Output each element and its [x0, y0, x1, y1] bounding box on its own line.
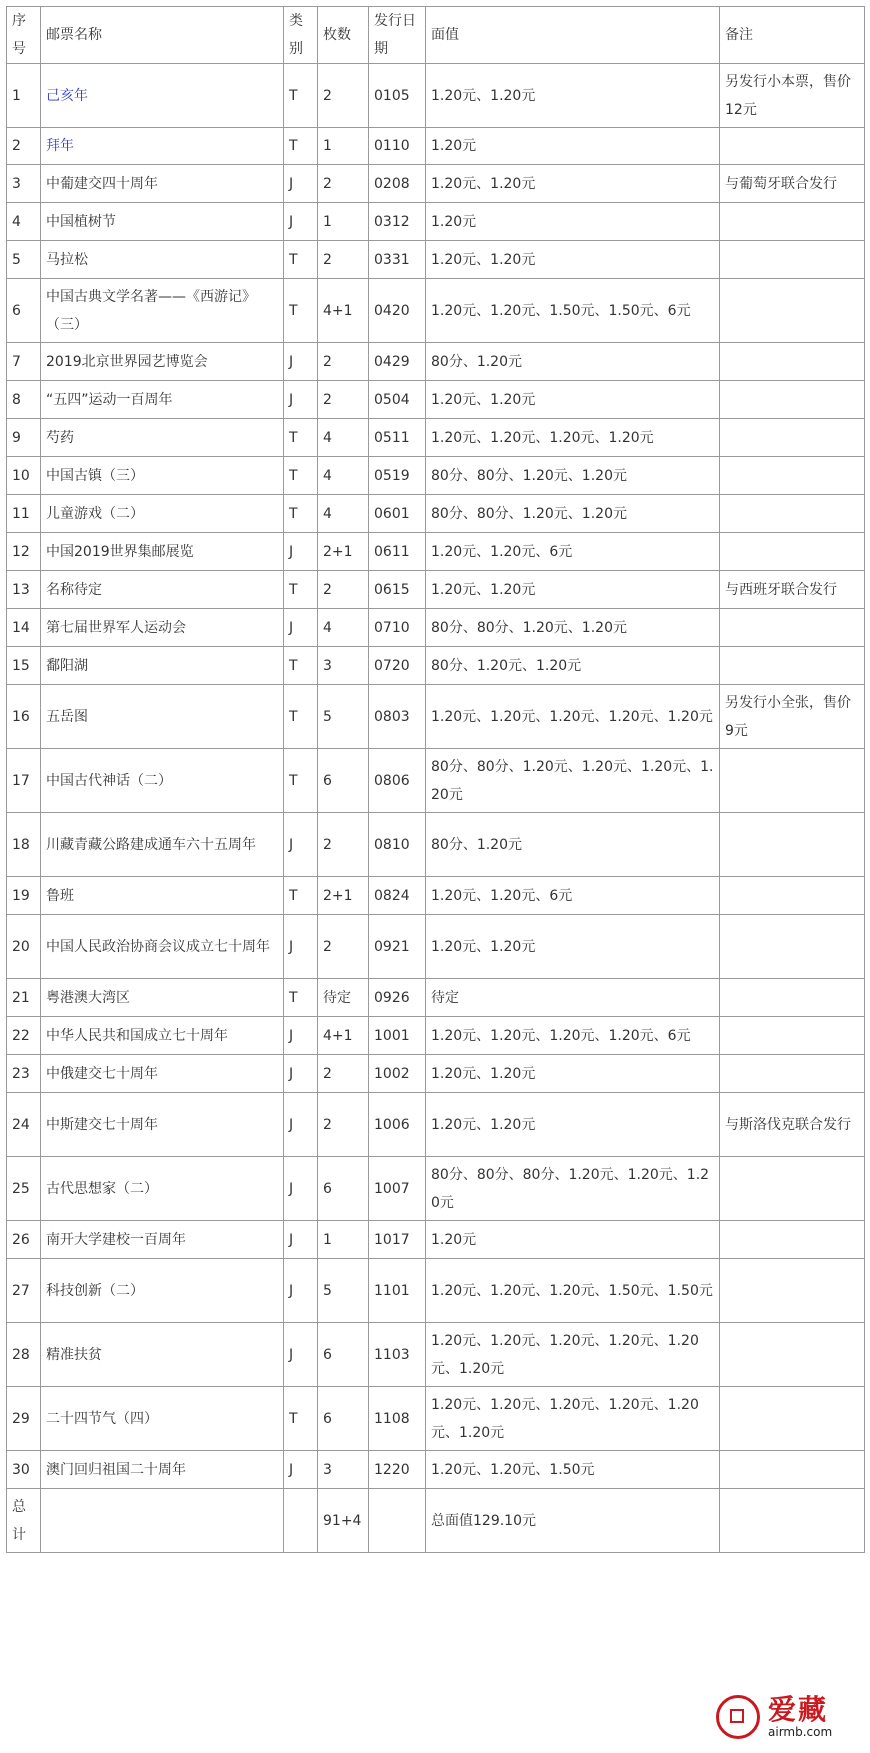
table-row — [7, 381, 865, 419]
cell-value: 1.20元、1.20元、1.20元、1.20元、1.20元 — [426, 685, 720, 749]
cell-name: 古代思想家（二） — [41, 1157, 284, 1221]
cell-seq: 总计 — [7, 1489, 41, 1553]
cell-name: 邮票名称 — [41, 7, 284, 64]
cell-value: 1.20元、1.20元 — [426, 64, 720, 128]
cell-note: 备注 — [720, 7, 865, 64]
cell-seq: 7 — [7, 343, 41, 381]
cell-note — [720, 813, 865, 877]
cell-count: 3 — [318, 647, 369, 685]
cell-value: 面值 — [426, 7, 720, 64]
cell-value: 1.20元 — [426, 128, 720, 165]
cell-note: 与斯洛伐克联合发行 — [720, 1093, 865, 1157]
cell-name: 中国人民政治协商会议成立七十周年 — [41, 915, 284, 979]
cell-value: 80分、1.20元、1.20元 — [426, 647, 720, 685]
table-row — [7, 1387, 865, 1451]
table-row — [7, 877, 865, 915]
cell-note: 与西班牙联合发行 — [720, 571, 865, 609]
cell-count: 4+1 — [318, 1017, 369, 1055]
cell-seq: 23 — [7, 1055, 41, 1093]
cell-count: 3 — [318, 1451, 369, 1489]
cell-date: 发行日期 — [369, 7, 426, 64]
cell-seq: 12 — [7, 533, 41, 571]
cell-name: 中国古镇（三） — [41, 457, 284, 495]
cell-note — [720, 979, 865, 1017]
cell-type: J — [284, 1451, 318, 1489]
cell-date: 1002 — [369, 1055, 426, 1093]
cell-value: 80分、80分、1.20元、1.20元 — [426, 457, 720, 495]
cell-date: 1220 — [369, 1451, 426, 1489]
cell-value: 1.20元、1.20元、1.20元、1.20元、6元 — [426, 1017, 720, 1055]
cell-note — [720, 203, 865, 241]
cell-seq: 19 — [7, 877, 41, 915]
cell-type: J — [284, 203, 318, 241]
cell-value: 总面值129.10元 — [426, 1489, 720, 1553]
cell-seq: 4 — [7, 203, 41, 241]
cell-value: 80分、80分、80分、1.20元、1.20元、1.20元 — [426, 1157, 720, 1221]
cell-type: T — [284, 647, 318, 685]
cell-value: 80分、80分、1.20元、1.20元、1.20元、1.20元 — [426, 749, 720, 813]
cell-type: T — [284, 1387, 318, 1451]
cell-date: 0429 — [369, 343, 426, 381]
cell-name: 五岳图 — [41, 685, 284, 749]
cell-seq: 20 — [7, 915, 41, 979]
table-row — [7, 1323, 865, 1387]
cell-date: 0926 — [369, 979, 426, 1017]
cell-date: 0331 — [369, 241, 426, 279]
cell-type: J — [284, 343, 318, 381]
cell-note: 另发行小本票，售价12元 — [720, 64, 865, 128]
cell-date: 0824 — [369, 877, 426, 915]
cell-value: 1.20元 — [426, 203, 720, 241]
cell-count: 2 — [318, 64, 369, 128]
stamp-name-link[interactable]: 己亥年 — [46, 87, 88, 104]
cell-count: 2 — [318, 571, 369, 609]
cell-date: 0420 — [369, 279, 426, 343]
cell-seq: 25 — [7, 1157, 41, 1221]
cell-seq: 18 — [7, 813, 41, 877]
cell-type: J — [284, 1093, 318, 1157]
cell-name — [41, 1489, 284, 1553]
cell-seq: 14 — [7, 609, 41, 647]
cell-type: 类别 — [284, 7, 318, 64]
cell-seq: 8 — [7, 381, 41, 419]
stamp-name-link[interactable]: 拜年 — [46, 138, 74, 154]
cell-date: 0720 — [369, 647, 426, 685]
cell-value: 1.20元、1.20元、6元 — [426, 533, 720, 571]
cell-date: 0615 — [369, 571, 426, 609]
cell-name: 科技创新（二） — [41, 1259, 284, 1323]
cell-type: T — [284, 457, 318, 495]
cell-value: 待定 — [426, 979, 720, 1017]
cell-count: 1 — [318, 203, 369, 241]
table-row — [7, 979, 865, 1017]
cell-note — [720, 647, 865, 685]
cell-value: 1.20元、1.20元、1.20元、1.20元 — [426, 419, 720, 457]
cell-type: T — [284, 495, 318, 533]
cell-type: J — [284, 609, 318, 647]
cell-name: 澳门回归祖国二十周年 — [41, 1451, 284, 1489]
cell-seq: 序号 — [7, 7, 41, 64]
cell-value: 1.20元、1.20元 — [426, 1055, 720, 1093]
cell-value: 1.20元、1.20元、6元 — [426, 877, 720, 915]
cell-name: 鲁班 — [41, 877, 284, 915]
cell-note — [720, 1017, 865, 1055]
table-row — [7, 685, 865, 749]
cell-name: “五四”运动一百周年 — [41, 381, 284, 419]
cell-note — [720, 1157, 865, 1221]
cell-type: T — [284, 279, 318, 343]
cell-seq: 22 — [7, 1017, 41, 1055]
cell-value: 80分、80分、1.20元、1.20元 — [426, 609, 720, 647]
cell-seq: 28 — [7, 1323, 41, 1387]
table-row — [7, 165, 865, 203]
cell-seq: 24 — [7, 1093, 41, 1157]
cell-count: 6 — [318, 749, 369, 813]
cell-type: J — [284, 813, 318, 877]
cell-seq: 9 — [7, 419, 41, 457]
cell-name: 中斯建交七十周年 — [41, 1093, 284, 1157]
table-row — [7, 1221, 865, 1259]
cell-note — [720, 609, 865, 647]
table-row — [7, 813, 865, 877]
cell-date: 1001 — [369, 1017, 426, 1055]
cell-count: 2+1 — [318, 877, 369, 915]
cell-type: J — [284, 1055, 318, 1093]
cell-name: 中华人民共和国成立七十周年 — [41, 1017, 284, 1055]
cell-date: 0110 — [369, 128, 426, 165]
table-row — [7, 279, 865, 343]
cell-type: J — [284, 381, 318, 419]
cell-note — [720, 241, 865, 279]
cell-date: 0312 — [369, 203, 426, 241]
cell-seq: 5 — [7, 241, 41, 279]
cell-name[interactable] — [41, 128, 284, 165]
cell-type: T — [284, 877, 318, 915]
table-row — [7, 1259, 865, 1323]
cell-note — [720, 915, 865, 979]
table-row — [7, 419, 865, 457]
table-row — [7, 1157, 865, 1221]
cell-type: J — [284, 1157, 318, 1221]
cell-date: 0710 — [369, 609, 426, 647]
cell-type: J — [284, 1017, 318, 1055]
cell-note — [720, 1259, 865, 1323]
cell-note — [720, 457, 865, 495]
cell-note: 另发行小全张，售价9元 — [720, 685, 865, 749]
cell-date: 0504 — [369, 381, 426, 419]
cell-date: 1006 — [369, 1093, 426, 1157]
cell-count: 待定 — [318, 979, 369, 1017]
cell-type: T — [284, 979, 318, 1017]
cell-note — [720, 877, 865, 915]
cell-type: T — [284, 419, 318, 457]
cell-date: 1007 — [369, 1157, 426, 1221]
cell-count: 6 — [318, 1157, 369, 1221]
cell-seq: 6 — [7, 279, 41, 343]
cell-date: 1101 — [369, 1259, 426, 1323]
cell-name: 鄱阳湖 — [41, 647, 284, 685]
seal-logo-icon — [716, 1695, 760, 1739]
cell-type: T — [284, 685, 318, 749]
cell-count: 5 — [318, 685, 369, 749]
cell-count: 2 — [318, 165, 369, 203]
cell-date: 0803 — [369, 685, 426, 749]
cell-seq: 26 — [7, 1221, 41, 1259]
cell-type: T — [284, 64, 318, 128]
cell-date: 0921 — [369, 915, 426, 979]
cell-count: 1 — [318, 128, 369, 165]
cell-type: T — [284, 749, 318, 813]
cell-name: 中国2019世界集邮展览 — [41, 533, 284, 571]
cell-value: 1.20元、1.20元 — [426, 915, 720, 979]
cell-seq: 16 — [7, 685, 41, 749]
cell-date: 0208 — [369, 165, 426, 203]
cell-seq: 10 — [7, 457, 41, 495]
cell-count: 91+4 — [318, 1489, 369, 1553]
cell-count: 枚数 — [318, 7, 369, 64]
cell-date: 0601 — [369, 495, 426, 533]
watermark-url: airmb.com — [768, 1725, 833, 1739]
cell-type: J — [284, 533, 318, 571]
cell-seq: 1 — [7, 64, 41, 128]
cell-value: 1.20元、1.20元 — [426, 241, 720, 279]
cell-count: 6 — [318, 1387, 369, 1451]
table-row — [7, 1451, 865, 1489]
cell-date: 0806 — [369, 749, 426, 813]
cell-type: T — [284, 128, 318, 165]
cell-value: 1.20元、1.20元、1.50元、1.50元、6元 — [426, 279, 720, 343]
cell-name: 2019北京世界园艺博览会 — [41, 343, 284, 381]
cell-name: 芍药 — [41, 419, 284, 457]
cell-note — [720, 749, 865, 813]
cell-date: 0810 — [369, 813, 426, 877]
cell-note — [720, 1221, 865, 1259]
table-row — [7, 343, 865, 381]
cell-type — [284, 1489, 318, 1553]
table-row — [7, 64, 865, 128]
cell-note — [720, 343, 865, 381]
cell-value: 80分、1.20元 — [426, 343, 720, 381]
cell-count: 4 — [318, 495, 369, 533]
cell-name: 中国植树节 — [41, 203, 284, 241]
cell-date: 1103 — [369, 1323, 426, 1387]
cell-count: 6 — [318, 1323, 369, 1387]
cell-count: 2 — [318, 381, 369, 419]
cell-name: 中国古典文学名著——《西游记》（三） — [41, 279, 284, 343]
watermark — [704, 1687, 864, 1747]
cell-name: 中葡建交四十周年 — [41, 165, 284, 203]
cell-name: 第七届世界军人运动会 — [41, 609, 284, 647]
cell-count: 2 — [318, 343, 369, 381]
table-row — [7, 749, 865, 813]
cell-seq: 29 — [7, 1387, 41, 1451]
cell-count: 4 — [318, 609, 369, 647]
cell-type: J — [284, 1323, 318, 1387]
cell-name: 川藏青藏公路建成通车六十五周年 — [41, 813, 284, 877]
cell-value: 1.20元、1.20元、1.20元、1.20元、1.20元、1.20元 — [426, 1387, 720, 1451]
cell-count: 2 — [318, 1093, 369, 1157]
cell-date: 1108 — [369, 1387, 426, 1451]
cell-value: 1.20元 — [426, 1221, 720, 1259]
cell-note — [720, 1489, 865, 1553]
cell-name: 二十四节气（四） — [41, 1387, 284, 1451]
cell-seq: 13 — [7, 571, 41, 609]
table-row — [7, 128, 865, 165]
cell-note — [720, 1323, 865, 1387]
cell-date: 1017 — [369, 1221, 426, 1259]
table-row — [7, 609, 865, 647]
cell-type: J — [284, 165, 318, 203]
table-row — [7, 457, 865, 495]
cell-count: 4 — [318, 457, 369, 495]
cell-value: 1.20元、1.20元 — [426, 1093, 720, 1157]
cell-note — [720, 533, 865, 571]
cell-count: 1 — [318, 1221, 369, 1259]
cell-note — [720, 1387, 865, 1451]
cell-type: J — [284, 915, 318, 979]
cell-seq: 3 — [7, 165, 41, 203]
table-row — [7, 241, 865, 279]
watermark-text — [768, 1695, 832, 1739]
cell-date — [369, 1489, 426, 1553]
cell-note — [720, 381, 865, 419]
cell-type: J — [284, 1221, 318, 1259]
stamp-issue-table — [6, 6, 865, 1553]
cell-date: 0611 — [369, 533, 426, 571]
table-row — [7, 571, 865, 609]
cell-name: 中国古代神话（二） — [41, 749, 284, 813]
cell-seq: 30 — [7, 1451, 41, 1489]
cell-note — [720, 1055, 865, 1093]
cell-count: 2 — [318, 1055, 369, 1093]
watermark-name: 爱藏 — [768, 1693, 829, 1726]
cell-name: 南开大学建校一百周年 — [41, 1221, 284, 1259]
cell-note — [720, 279, 865, 343]
cell-name: 名称待定 — [41, 571, 284, 609]
table-row — [7, 533, 865, 571]
cell-count: 4 — [318, 419, 369, 457]
cell-note — [720, 495, 865, 533]
cell-value: 1.20元、1.20元 — [426, 571, 720, 609]
total-row — [7, 1489, 865, 1553]
table-row — [7, 647, 865, 685]
cell-note — [720, 128, 865, 165]
cell-name: 儿童游戏（二） — [41, 495, 284, 533]
cell-seq: 21 — [7, 979, 41, 1017]
cell-date: 0105 — [369, 64, 426, 128]
cell-value: 1.20元、1.20元 — [426, 381, 720, 419]
table-row — [7, 495, 865, 533]
table-row — [7, 915, 865, 979]
cell-name[interactable] — [41, 64, 284, 128]
cell-seq: 27 — [7, 1259, 41, 1323]
table-row — [7, 203, 865, 241]
cell-date: 0519 — [369, 457, 426, 495]
cell-value: 80分、80分、1.20元、1.20元 — [426, 495, 720, 533]
cell-date: 0511 — [369, 419, 426, 457]
cell-type: T — [284, 571, 318, 609]
table-body — [7, 7, 865, 1553]
cell-seq: 15 — [7, 647, 41, 685]
table-row — [7, 1093, 865, 1157]
cell-value: 1.20元、1.20元、1.20元、1.20元、1.20元、1.20元 — [426, 1323, 720, 1387]
table-row — [7, 1017, 865, 1055]
cell-name: 精准扶贫 — [41, 1323, 284, 1387]
cell-name: 中俄建交七十周年 — [41, 1055, 284, 1093]
cell-count: 2 — [318, 813, 369, 877]
cell-type: T — [284, 241, 318, 279]
cell-name: 粤港澳大湾区 — [41, 979, 284, 1017]
cell-seq: 2 — [7, 128, 41, 165]
cell-count: 2+1 — [318, 533, 369, 571]
header-row — [7, 7, 865, 64]
cell-seq: 11 — [7, 495, 41, 533]
cell-value: 1.20元、1.20元、1.50元 — [426, 1451, 720, 1489]
cell-count: 2 — [318, 915, 369, 979]
cell-value: 80分、1.20元 — [426, 813, 720, 877]
cell-count: 4+1 — [318, 279, 369, 343]
cell-note: 与葡萄牙联合发行 — [720, 165, 865, 203]
cell-value: 1.20元、1.20元、1.20元、1.50元、1.50元 — [426, 1259, 720, 1323]
cell-seq: 17 — [7, 749, 41, 813]
cell-note — [720, 419, 865, 457]
table-row — [7, 1055, 865, 1093]
cell-count: 2 — [318, 241, 369, 279]
cell-type: J — [284, 1259, 318, 1323]
cell-note — [720, 1451, 865, 1489]
cell-count: 5 — [318, 1259, 369, 1323]
cell-name: 马拉松 — [41, 241, 284, 279]
cell-value: 1.20元、1.20元 — [426, 165, 720, 203]
